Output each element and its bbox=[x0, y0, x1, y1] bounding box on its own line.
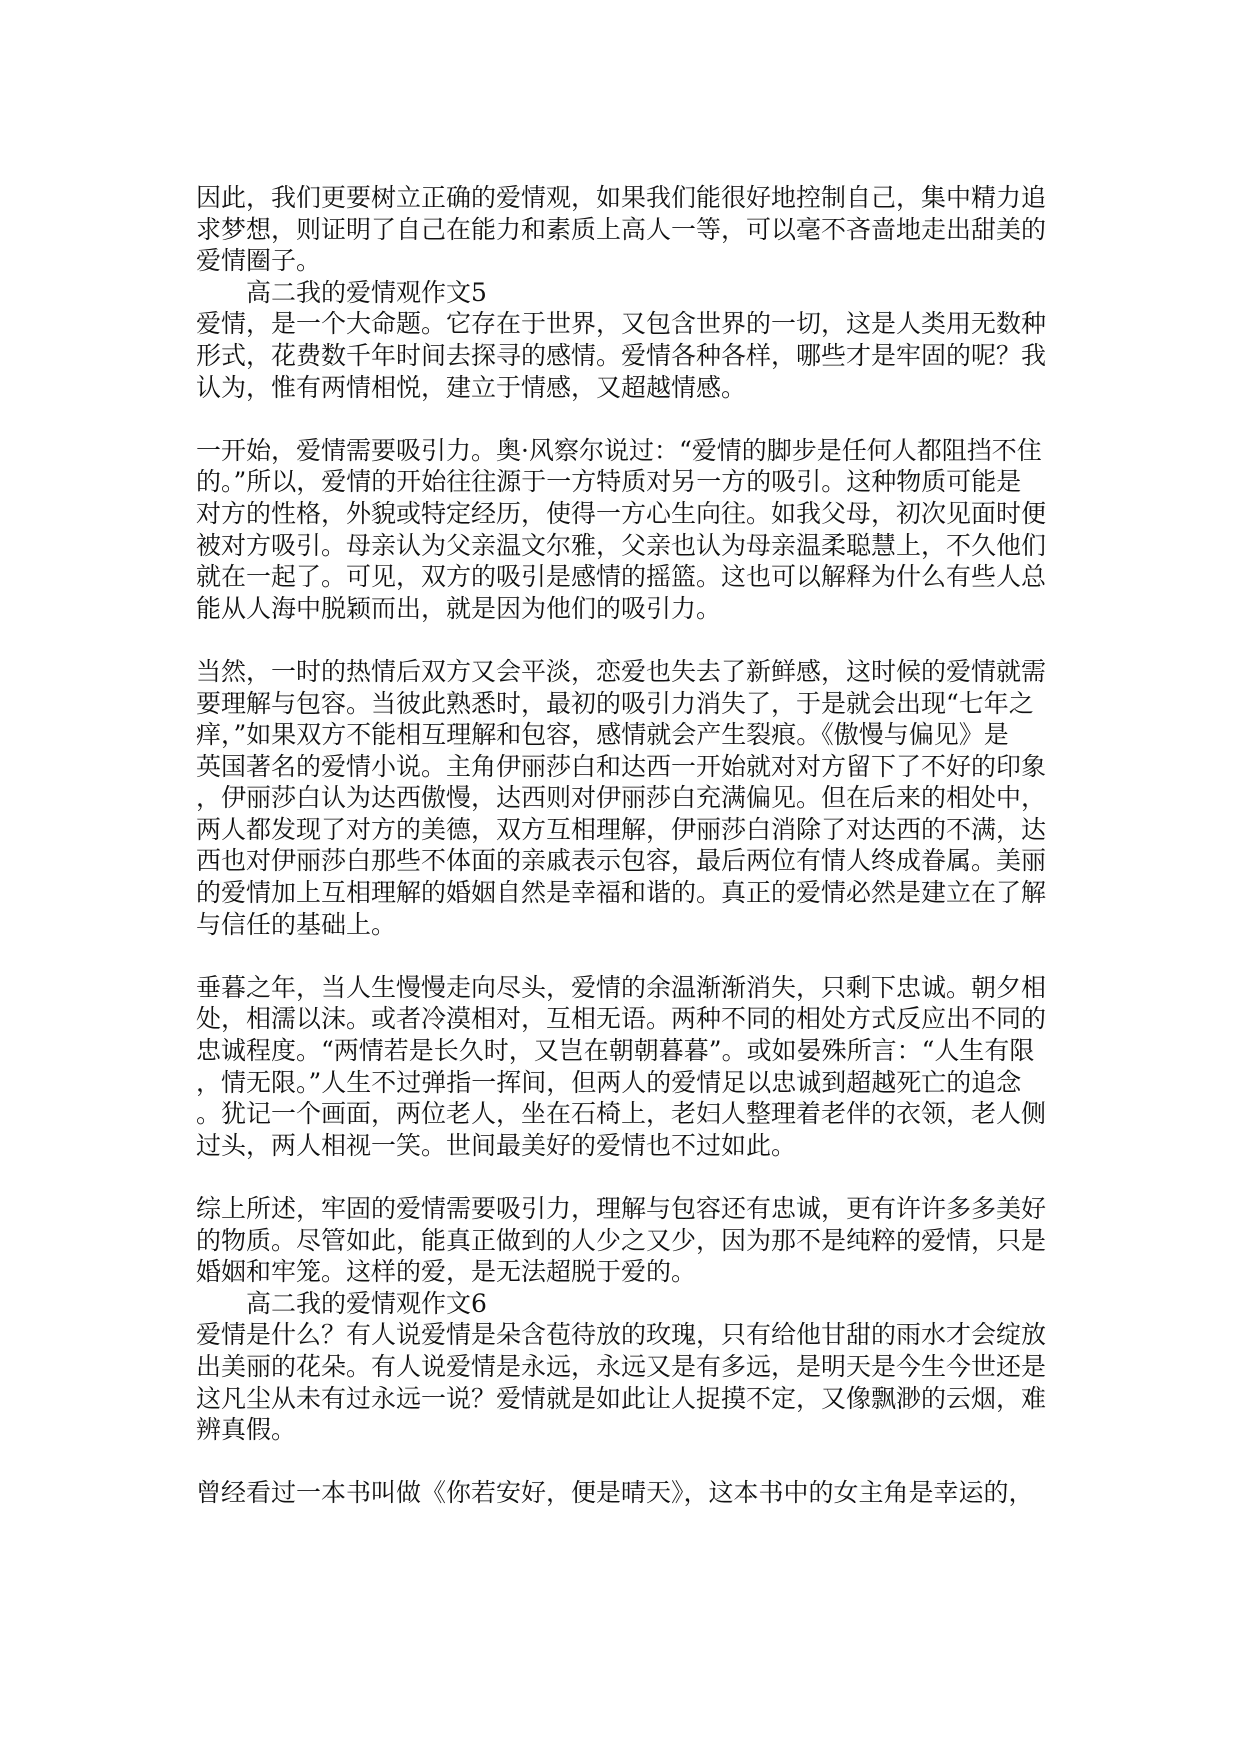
text-line: 英国著名的爱情小说。主角伊丽莎白和达西一开始就对对方留下了不好的印象 bbox=[196, 751, 1047, 781]
text-line: 与信任的基础上。 bbox=[196, 909, 397, 939]
text-line: 综上所述，牢固的爱情需要吸引力，理解与包容还有忠诚，更有许许多多美好 bbox=[196, 1194, 1047, 1223]
paragraph-spacer bbox=[196, 1161, 1056, 1193]
text-line: ，伊丽莎白认为达西傲慢，达西则对伊丽莎白充满偏见。但在后来的相处中， bbox=[196, 783, 1047, 813]
text-line: 爱情是什么？有人说爱情是朵含苞待放的玫瑰，只有给他甘甜的雨水才会绽放 bbox=[196, 1320, 1047, 1350]
text-line: 因此，我们更要树立正确的爱情观，如果我们能很好地控制自己，集中精力追 bbox=[196, 183, 1047, 212]
text-line: 两人都发现了对方的美德，双方互相理解，伊丽莎白消除了对达西的不满，达 bbox=[196, 814, 1047, 844]
text-line: 过头，两人相视一笑。世间最美好的爱情也不过如此。 bbox=[196, 1130, 797, 1160]
text-line: 被对方吸引。母亲认为父亲温文尔雅，父亲也认为母亲温柔聪慧上，不久他们 bbox=[196, 530, 1047, 560]
text-line: 的物质。尽管如此，能真正做到的人少之又少，因为那不是纯粹的爱情，只是 bbox=[196, 1225, 1047, 1255]
text-line: 形式，花费数千年时间去探寻的感情。爱情各种各样，哪些才是牢固的呢？我 bbox=[196, 340, 1047, 370]
paragraph-spacer bbox=[196, 1446, 1056, 1478]
text-line: 垂暮之年，当人生慢慢走向尽头，爱情的余温渐渐消失，只剩下忠诚。朝夕相 bbox=[196, 972, 1047, 1002]
paragraph-spacer bbox=[196, 403, 1056, 435]
text-line: 求梦想，则证明了自己在能力和素质上高人一等，可以毫不吝啬地走出甜美的 bbox=[196, 214, 1047, 244]
text-line: 曾经看过一本书叫做《你若安好，便是晴天》，这本书中的女主角是幸运的， bbox=[196, 1478, 1034, 1508]
text-line: 就在一起了。可见，双方的吸引是感情的摇篮。这也可以解释为什么有些人总 bbox=[196, 562, 1047, 592]
paragraph bbox=[196, 972, 1056, 1162]
text-line: ，情无限。”人生不过弹指一挥间，但两人的爱情足以忠诚到超越死亡的追念 bbox=[196, 1067, 1022, 1097]
text-line: 忠诚程度。“两情若是长久时，又岂在朝朝暮暮”。或如晏殊所言：“人生有限 bbox=[196, 1036, 1035, 1066]
paragraph bbox=[196, 182, 1056, 277]
text-line: 处，相濡以沫。或者冷漠相对，互相无语。两种不同的相处方式反应出不同的 bbox=[196, 1004, 1047, 1034]
paragraph-spacer bbox=[196, 940, 1056, 972]
text-line: 爱情，是一个大命题。它存在于世界，又包含世界的一切，这是人类用无数种 bbox=[196, 309, 1047, 339]
paragraph-spacer bbox=[196, 624, 1056, 656]
text-line: 要理解与包容。当彼此熟悉时，最初的吸引力消失了，于是就会出现“七年之 bbox=[196, 688, 1034, 718]
document-page bbox=[196, 182, 1056, 1509]
paragraph bbox=[196, 1319, 1056, 1445]
text-line: 的爱情加上互相理解的婚姻自然是幸福和谐的。真正的爱情必然是建立在了解 bbox=[196, 878, 1047, 908]
text-line: 痒，”如果双方不能相互理解和包容，感情就会产生裂痕。《傲慢与偏见》是 bbox=[196, 720, 1009, 750]
paragraph bbox=[196, 1477, 1056, 1509]
text-line: 。犹记一个画面，两位老人，坐在石椅上，老妇人整理着老伴的衣领，老人侧 bbox=[196, 1099, 1047, 1129]
paragraph bbox=[196, 435, 1056, 625]
text-line: 当然，一时的热情后双方又会平淡，恋爱也失去了新鲜感，这时候的爱情就需 bbox=[196, 656, 1047, 686]
section-heading: 高二我的爱情观作文5 bbox=[246, 277, 487, 307]
paragraph bbox=[196, 308, 1056, 403]
paragraph bbox=[196, 656, 1056, 940]
text-line: 的。”所以，爱情的开始往往源于一方特质对另一方的吸引。这种物质可能是 bbox=[196, 467, 1022, 497]
text-line: 出美丽的花朵。有人说爱情是永远，永远又是有多远，是明天是今生今世还是 bbox=[196, 1351, 1047, 1381]
text-line: 这凡尘从未有过永远一说？爱情就是如此让人捉摸不定，又像飘渺的云烟，难 bbox=[196, 1383, 1047, 1413]
paragraph bbox=[196, 1193, 1056, 1288]
text-line: 认为，惟有两情相悦，建立于情感，又超越情感。 bbox=[196, 372, 747, 402]
text-line: 婚姻和牢笼。这样的爱，是无法超脱于爱的。 bbox=[196, 1257, 697, 1287]
text-line: 西也对伊丽莎白那些不体面的亲戚表示包容，最后两位有情人终成眷属。美丽 bbox=[196, 846, 1047, 876]
text-line: 一开始，爱情需要吸引力。奥·风察尔说过：“爱情的脚步是任何人都阻挡不住 bbox=[196, 435, 1042, 465]
text-line: 爱情圈子。 bbox=[196, 246, 322, 276]
text-line: 辨真假。 bbox=[196, 1415, 297, 1445]
section-heading: 高二我的爱情观作文6 bbox=[246, 1288, 487, 1318]
text-line: 能从人海中脱颖而出，就是因为他们的吸引力。 bbox=[196, 593, 722, 623]
text-line: 对方的性格，外貌或特定经历，使得一方心生向往。如我父母，初次见面时便 bbox=[196, 498, 1047, 528]
